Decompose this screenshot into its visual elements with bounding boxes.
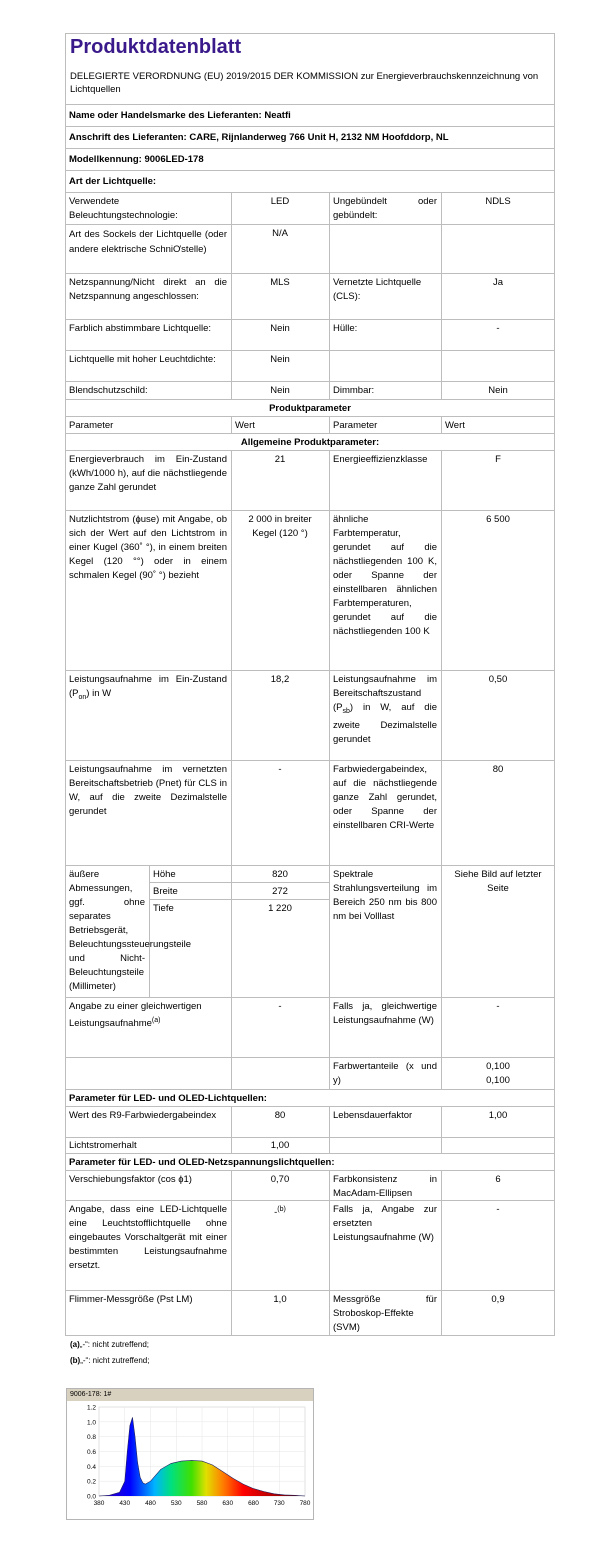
mains-params-header: Parameter für LED- und OLED-Netzspannungslichtquellen: xyxy=(69,1157,335,1168)
supplier-address-row xyxy=(65,126,555,148)
efficiency-class-label: Energieeffizienzklasse xyxy=(333,454,428,465)
height-label: Höhe xyxy=(149,866,231,883)
tech-value: LED xyxy=(270,196,290,207)
survival-label: Lebensdauerfaktor xyxy=(333,1110,413,1121)
colour-label: Farblich abstimmbare Lichtquelle: xyxy=(69,323,212,334)
table-row xyxy=(65,1170,555,1200)
width-value: 272 xyxy=(231,883,329,900)
flicker-label: Flimmer-Messgröße (Pst LM) xyxy=(69,1294,193,1305)
y-tick-label: 0.0 xyxy=(86,1493,96,1501)
replacement-value: -$^{(b)}$ xyxy=(274,1206,286,1219)
colour-value: Nein xyxy=(270,323,290,334)
lumen-maintenance-value: 1,00 xyxy=(270,1140,290,1151)
r9-value: 80 xyxy=(274,1110,286,1121)
depth-value: 1 220 xyxy=(268,903,292,914)
replacement-label: Angabe, dass eine LED-Lichtquelle eine Leuchtstofflichtquelle ohne eingebautes Vorschaltgerät mit einer bestimmten Leistungsaufnahme ersetzt. xyxy=(69,1204,227,1271)
x-tick-label: 380 xyxy=(93,1500,105,1507)
footnote-a: (a)„-“: nicht zutreffend; xyxy=(70,1340,149,1349)
chart-header: 9006-178: 1# xyxy=(67,1389,313,1401)
supplier-name: Name oder Handelsmarke des Lieferanten: Neatfi xyxy=(69,110,291,121)
height-value: 820 xyxy=(231,866,329,883)
col-param-1: Parameter xyxy=(69,420,114,431)
page-title: Produktdatenblatt xyxy=(70,36,242,58)
table-row xyxy=(65,1106,555,1137)
envelope-value: - xyxy=(496,323,500,334)
cct-value: 6 500 xyxy=(486,514,510,525)
equivalent-power-2-label: Falls ja, gleichwertige Leistungsaufnahme (W) xyxy=(333,1001,437,1026)
product-params-header-row xyxy=(65,399,555,416)
cls-value: Ja xyxy=(492,277,504,288)
focus-label: Ungebündelt oder gebündelt: xyxy=(333,196,437,221)
stroboscopic-label: Messgröße für Stroboskop-Effekte (SVM) xyxy=(333,1294,437,1333)
footnote-b: (b)„-“: nicht zutreffend; xyxy=(70,1356,150,1365)
table-row xyxy=(65,381,555,399)
table-row xyxy=(65,760,555,865)
table-row xyxy=(65,865,555,997)
regulation-subtitle: DELEGIERTE VERORDNUNG (EU) 2019/2015 DER KOMMISSION zur Energieverbrauchskennzeichnung von Lichtquellen xyxy=(70,71,539,95)
chromaticity-x: 0,100 xyxy=(486,1061,510,1072)
luminance-label: Lichtquelle mit hoher Leuchtdichte: xyxy=(69,354,216,365)
efficiency-class-value: F xyxy=(495,454,501,465)
flux-value: 2 000 in breiter Kegel (120 °) xyxy=(248,514,312,539)
power-factor-value: 0,70 xyxy=(270,1174,290,1185)
psb-value: 0,50 xyxy=(488,674,508,685)
led-header-row xyxy=(65,1089,555,1106)
psb-label: Leistungsaufnahme im Bereitschaftszustand $(P_{sb})$ in W, auf die zweite Dezimalstelle gerundet xyxy=(333,674,437,745)
colour-consistency-value: 6 xyxy=(495,1174,501,1185)
x-tick-label: 530 xyxy=(170,1500,182,1507)
y-tick-label: 1.2 xyxy=(86,1404,96,1412)
x-tick-label: 780 xyxy=(299,1500,311,1507)
width-label: Breite xyxy=(149,883,231,900)
model-row xyxy=(65,148,555,170)
dimmable-value: Nein xyxy=(488,385,508,396)
table-row xyxy=(65,1137,555,1153)
x-tick-label: 430 xyxy=(119,1500,131,1507)
table-row xyxy=(65,1200,555,1290)
mains-label: Netzspannung/Nicht direkt an die Netzspannung angeschlossen: xyxy=(69,277,227,302)
table-row xyxy=(65,670,555,760)
chromaticity-label: Farbwertanteile (x und y) xyxy=(333,1061,437,1086)
glare-value: Nein xyxy=(270,385,290,396)
spd-value: Siehe Bild auf letzter Seite xyxy=(454,869,542,894)
y-tick-label: 0.8 xyxy=(86,1434,96,1442)
glare-label: Blendschutzschild: xyxy=(69,385,148,396)
chromaticity-values xyxy=(441,1058,555,1090)
supplier-address: Anschrift des Lieferanten: CARE, Rijnlanderweg 766 Unit H, 2132 NM Hoofddorp, NL xyxy=(69,132,449,143)
table-row xyxy=(65,1057,555,1089)
supplier-name-row xyxy=(65,104,555,126)
cls-label: Vernetzte Lichtquelle (CLS): xyxy=(333,277,422,302)
model-identifier: Modellkennung: 9006LED-178 xyxy=(69,154,204,165)
col-value-2: Wert xyxy=(445,420,465,431)
cct-label: ähnliche Farbtemperatur, gerundet auf die nächstliegenden 100 K, oder Spanne der einstellbaren ähnlichen Farbtemperaturen, gerundet auf die nächstliegenden 100 K xyxy=(333,514,437,637)
pnet-label: Leistungsaufnahme im vernetzten Bereitschaftsbetrieb (Pnet) für CLS in W, auf die zweite Dezimalstelle gerundet xyxy=(69,764,227,817)
y-tick-label: 0.2 xyxy=(86,1478,96,1486)
col-param-2: Parameter xyxy=(333,420,378,431)
general-header-row xyxy=(65,433,555,450)
luminance-value: Nein xyxy=(270,354,290,365)
replacement-2-label: Falls ja, Angabe zur ersetzten Leistungsaufnahme (W) xyxy=(333,1204,437,1243)
energy-label: Energieverbrauch im Ein-Zustand (kWh/1000 h), auf die nächstliegende ganze Zahl gerundet xyxy=(69,454,227,493)
dimensions-label: äußere Abmessungen, ggf. ohne separates Betriebsgerät, Beleuchtungssteuerungsteile und Nicht-Beleuchtungsteile (Millimeter) xyxy=(69,869,192,992)
pon-label: Leistungsaufnahme im Ein-Zustand $(P_{on})$ in W xyxy=(69,674,227,701)
y-tick-label: 1.0 xyxy=(86,1419,96,1427)
table-row xyxy=(65,450,555,510)
product-params-header: Produktparameter xyxy=(269,403,351,414)
y-tick-label: 0.6 xyxy=(86,1449,96,1456)
equivalent-power-2-value: - xyxy=(496,1001,500,1012)
tech-label: Verwendete Beleuchtungstechnologie: xyxy=(69,196,178,221)
envelope-label: Hülle: xyxy=(333,323,358,334)
spectrum-chart xyxy=(66,1388,314,1520)
light-source-type: Art der Lichtquelle: xyxy=(69,176,157,187)
pon-value: 18,2 xyxy=(270,674,290,685)
mains-header-row xyxy=(65,1153,555,1170)
y-tick-label: 0.4 xyxy=(86,1463,96,1471)
lumen-maintenance-label: Lichtstromerhalt xyxy=(69,1140,137,1151)
table-row xyxy=(65,350,555,381)
cri-value: 80 xyxy=(492,764,504,775)
light-source-type-row xyxy=(65,170,555,192)
table-row xyxy=(65,319,555,350)
replacement-2-value: - xyxy=(496,1204,500,1215)
table-row xyxy=(65,1290,555,1336)
table-row xyxy=(65,510,555,670)
flux-label: Nutzlichtstrom (ɸuse) mit Angabe, ob sich der Wert auf den Lichtstrom in einer Kugel (360˚ °), in einem breiten Kegel (120 °°) oder in einem schmalen Kegel (90˚ °) bezieht xyxy=(69,514,227,581)
table-row xyxy=(65,224,555,273)
chromaticity-y: 0,100 xyxy=(486,1075,510,1086)
dimmable-label: Dimmbar: xyxy=(333,385,375,396)
colour-consistency-label: Farbkonsistenz in MacAdam-Ellipsen xyxy=(333,1174,437,1199)
cri-label: Farbwiedergabeindex, auf die nächstliegende ganze Zahl gerundet, oder Spanne der einstellbaren CRI-Werte xyxy=(333,764,437,831)
r9-label: Wert des R9-Farbwiedergabeindex xyxy=(69,1110,217,1121)
depth-label: Tiefe xyxy=(153,903,174,914)
cap-value: N/A xyxy=(272,228,288,239)
survival-value: 1,00 xyxy=(488,1110,508,1121)
focus-value: NDLS xyxy=(485,196,511,207)
equivalent-power-value: - xyxy=(278,1001,282,1012)
x-tick-label: 480 xyxy=(145,1500,156,1507)
pnet-value: - xyxy=(278,764,282,775)
mains-value: MLS xyxy=(270,277,290,288)
cap-label: Art des Sockels der Lichtquelle (oder andere elektrische SchniƠstelle) xyxy=(69,229,227,255)
table-row xyxy=(65,273,555,319)
power-factor-label: Verschiebungsfaktor (cos ɸ1) xyxy=(69,1174,192,1185)
led-params-header: Parameter für LED- und OLED-Lichtquellen: xyxy=(69,1093,267,1104)
stroboscopic-value: 0,9 xyxy=(491,1294,505,1305)
x-tick-label: 580 xyxy=(196,1500,208,1507)
equivalent-power-label: Angabe zu einer gleichwertigen Leistungsaufnahme$^{(a)}$ xyxy=(69,1001,202,1030)
spd-label: Spektrale Strahlungsverteilung im Bereich 250 nm bis 800 nm bei Volllast xyxy=(333,869,437,922)
general-params-header: Allgemeine Produktparameter: xyxy=(240,437,380,448)
flicker-value: 1,0 xyxy=(273,1294,287,1305)
col-value-1: Wert xyxy=(235,420,255,431)
x-tick-label: 630 xyxy=(222,1500,234,1507)
table-row xyxy=(65,997,555,1057)
column-header-row xyxy=(65,416,555,433)
x-tick-label: 680 xyxy=(248,1500,259,1507)
table-row xyxy=(65,192,555,224)
spectrum-plot xyxy=(67,1401,313,1519)
energy-value: 21 xyxy=(274,454,286,465)
x-tick-label: 730 xyxy=(273,1500,285,1507)
